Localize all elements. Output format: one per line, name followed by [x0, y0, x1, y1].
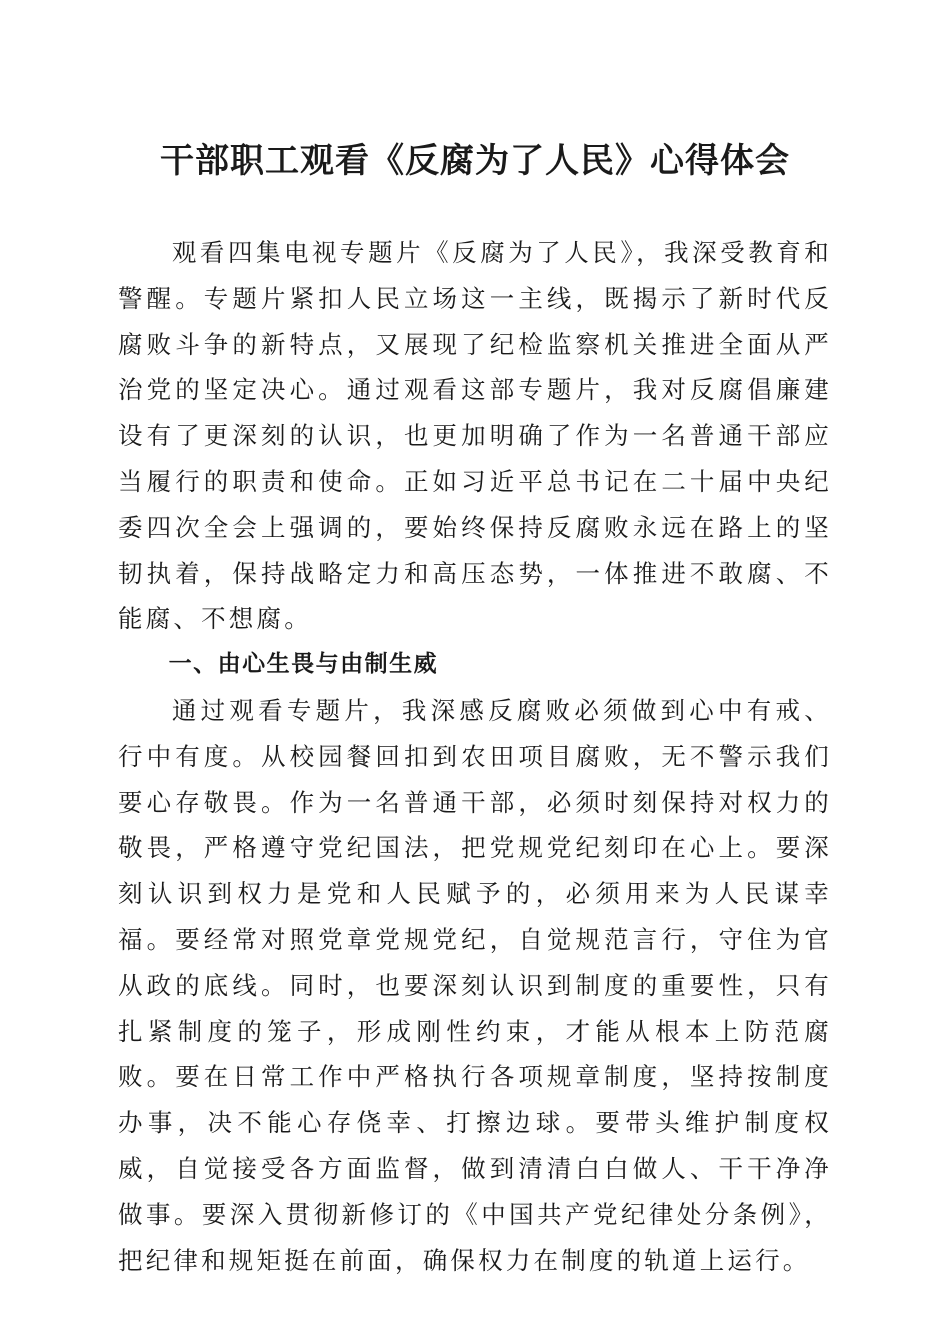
intro-paragraph: 观看四集电视专题片《反腐为了人民》，我深受教育和警醒。专题片紧扣人民立场这一主线，既揭示了新时代反腐败斗争的新特点，又展现了纪检监察机关推进全面从严治党的坚定决心。通过观看这部专题片，我对反腐倡廉建设有了更深刻的认识，也更加明确了作为一名普通干部应当履行的职责和使命。正如习近平总书记在二十届中央纪委四次全会上强调的，要始终保持反腐败永远在路上的坚韧执着，保持战略定力和高压态势，一体推进不敢腐、不能腐、不想腐。: [118, 238, 832, 634]
document-title: 干部职工观看《反腐为了人民》心得体会: [160, 141, 790, 181]
section-heading: 一、由心生畏与由制生威: [168, 651, 439, 678]
document-body: [118, 230, 832, 1283]
section-paragraph: 通过观看专题片，我深感反腐败必须做到心中有戒、行中有度。从校园餐回扣到农田项目腐败，无不警示我们要心存敬畏。作为一名普通干部，必须时刻保持对权力的敬畏，严格遵守党纪国法，把党规党纪刻印在心上。要深刻认识到权力是党和人民赋予的，必须用来为人民谋幸福。要经常对照党章党规党纪，自觉规范言行，守住为官从政的底线。同时，也要深刻认识到制度的重要性，只有扎紧制度的笼子，形成刚性约束，才能从根本上防范腐败。要在日常工作中严格执行各项规章制度，坚持按制度办事，决不能心存侥幸、打擦边球。要带头维护制度权威，自觉接受各方面监督，做到清清白白做人、干干净净做事。要深入贯彻新修订的《中国共产党纪律处分条例》，把纪律和规矩挺在前面，确保权力在制度的轨道上运行。: [118, 695, 832, 1275]
